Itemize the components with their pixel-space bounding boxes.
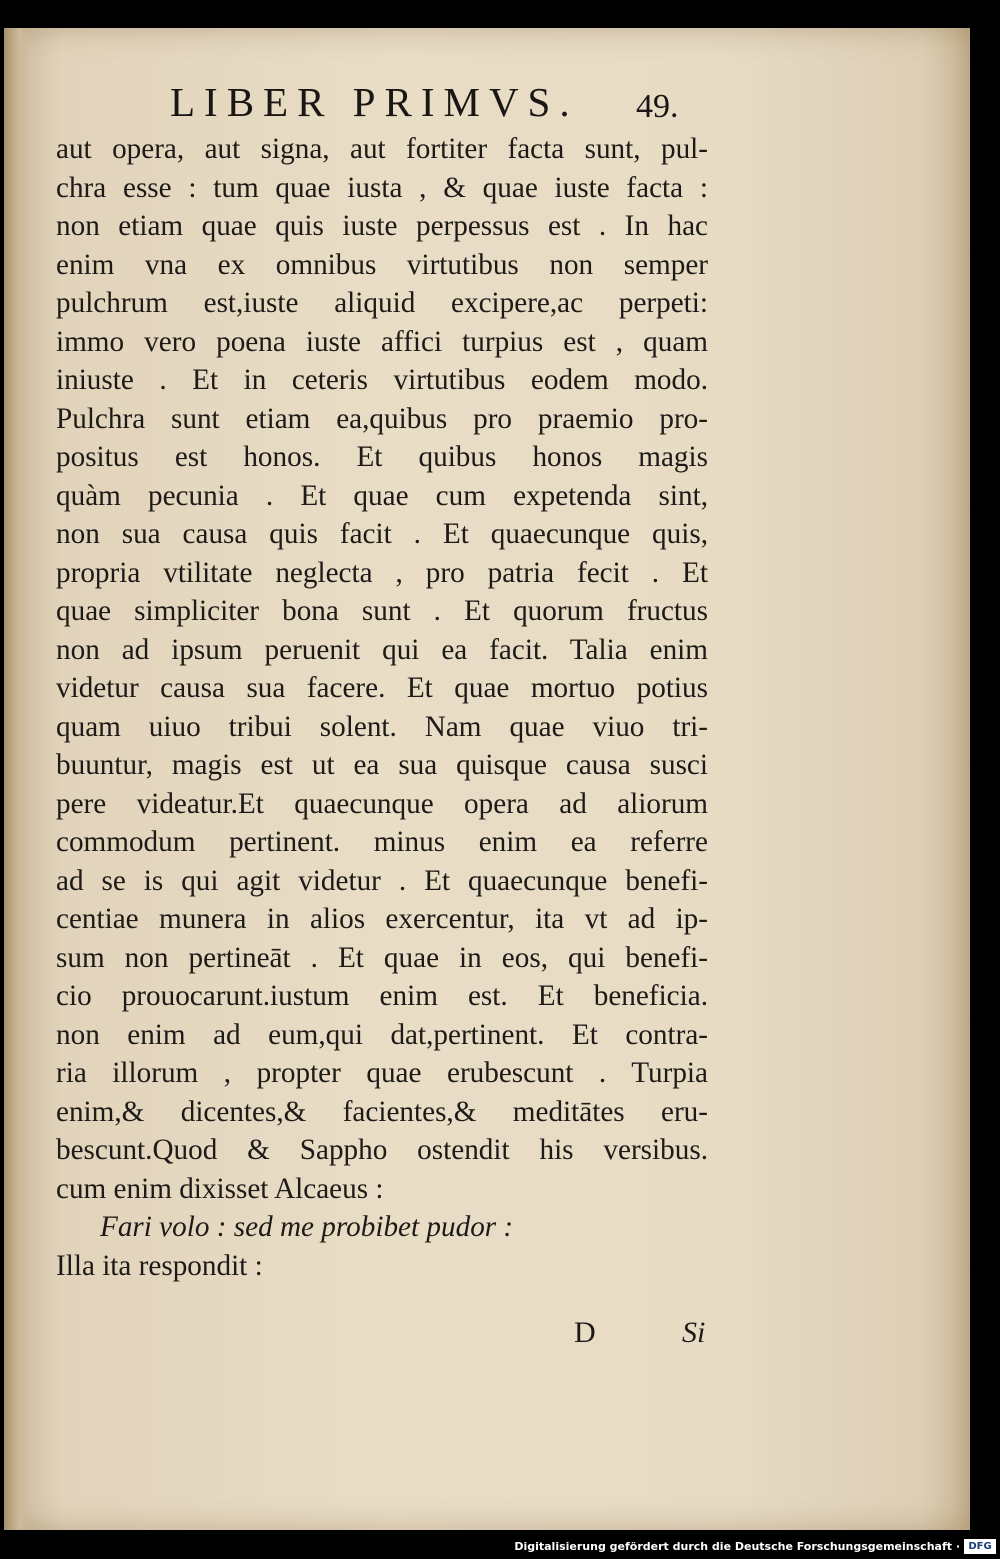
text-line: pere videatur.Et quaecunque opera ad aliorum xyxy=(56,787,708,820)
text-line-after-verse: Illa ita respondit : xyxy=(56,1249,263,1282)
text-line: ad se is qui agit videtur . Et quaecunque benefi- xyxy=(56,864,708,897)
text-line: quàm pecunia . Et quae cum expetenda sint, xyxy=(56,479,708,512)
text-line: bescunt.Quod & Sappho ostendit his versibus. xyxy=(56,1134,708,1166)
page-binding-edge xyxy=(4,28,30,1530)
catchword: Si xyxy=(682,1316,706,1349)
signature-mark: D xyxy=(574,1316,596,1349)
text-line: positus est honos. Et quibus honos magis xyxy=(56,441,708,473)
text-line: sum non pertineāt . Et quae in eos, qui benefi- xyxy=(56,941,708,974)
text-line: enim vna ex omnibus virtutibus non semper xyxy=(56,248,708,281)
text-line: videtur causa sua facere. Et quae mortuo potius xyxy=(56,672,708,704)
text-line: ria illorum , propter quae erubescunt . Turpia xyxy=(56,1057,708,1089)
text-line: enim,& dicentes,& facientes,& meditātes eru- xyxy=(56,1095,708,1128)
funding-credit: Digitalisierung gefördert durch die Deutsche Forschungsgemeinschaft · xyxy=(514,1540,960,1553)
text-line: cum enim dixisset Alcaeus : xyxy=(56,1172,384,1205)
text-line: Pulchra sunt etiam ea,quibus pro praemio pro- xyxy=(56,402,708,435)
text-line: centiae munera in alios exercentur, ita vt ad ip- xyxy=(56,903,708,935)
text-line: iniuste . Et in ceteris virtutibus eodem modo. xyxy=(56,364,708,396)
running-head: LIBER PRIMVS. xyxy=(170,79,579,125)
verse-line: Fari volo : sed me probibet pudor : xyxy=(100,1211,514,1243)
text-line: non etiam quae quis iuste perpessus est . In hac xyxy=(56,210,708,242)
text-line: aut opera, aut signa, aut fortiter facta sunt, pul- xyxy=(56,133,708,165)
text-line: non ad ipsum peruenit qui ea facit. Talia enim xyxy=(56,633,708,666)
text-line: non enim ad eum,qui dat,pertinent. Et contra- xyxy=(56,1018,708,1051)
text-line: propria vtilitate neglecta , pro patria fecit . Et xyxy=(56,556,708,589)
dfg-logo: DFG xyxy=(964,1539,996,1554)
text-line: chra esse : tum quae iusta , & quae iuste facta : xyxy=(56,171,708,204)
text-block xyxy=(56,130,708,1285)
text-line: immo vero poena iuste affici turpius est , quam xyxy=(56,325,708,358)
text-line: quam uiuo tribui solent. Nam quae viuo tri- xyxy=(56,710,708,743)
text-line: non sua causa quis facit . Et quaecunque quis, xyxy=(56,518,708,550)
text-line: commodum pertinent. minus enim ea referre xyxy=(56,826,708,858)
folio-number: 49. xyxy=(636,88,679,125)
text-line: cio prouocarunt.iustum enim est. Et beneficia. xyxy=(56,980,708,1012)
text-line: quae simpliciter bona sunt . Et quorum fructus xyxy=(56,595,708,627)
text-line: buuntur, magis est ut ea sua quisque causa susci xyxy=(56,749,708,781)
text-line: pulchrum est,iuste aliquid excipere,ac perpeti: xyxy=(56,287,708,319)
